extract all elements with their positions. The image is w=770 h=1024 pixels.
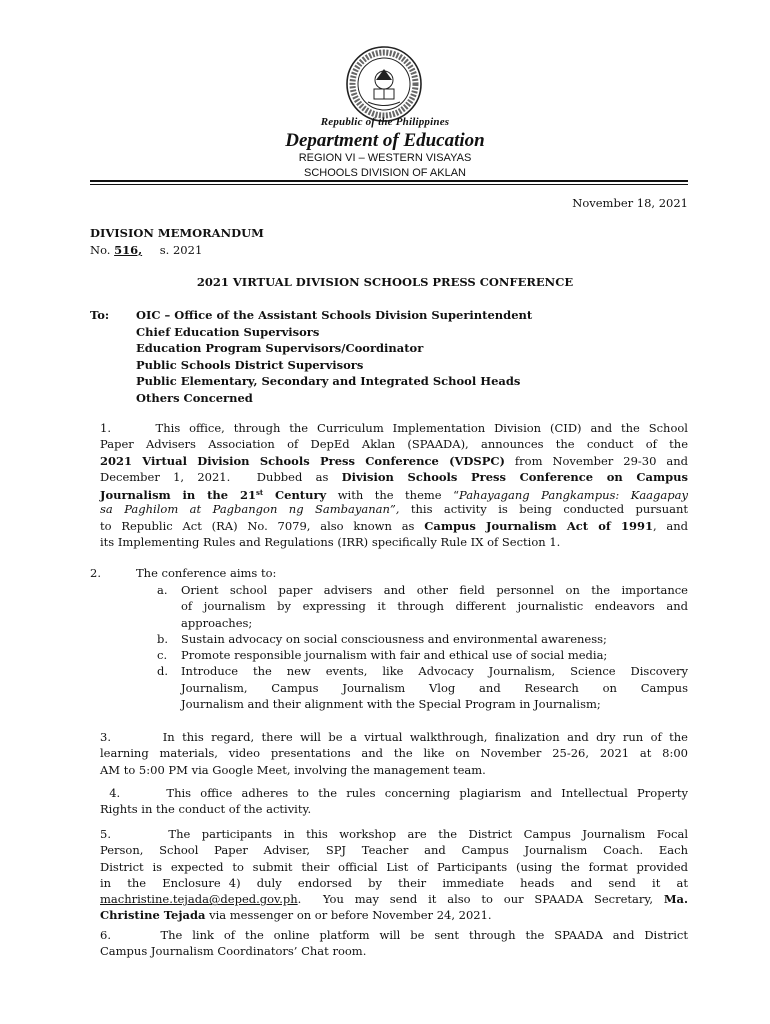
recipient: Education Program Supervisors/Coordinator [136,341,424,355]
memo-number [90,243,202,257]
p1-line: sa Paghilom at Pagbangon ng Sambayanan”, this activity is being conducted pursuant [100,502,688,517]
recipient: Chief Education Supervisors [136,324,320,339]
division-heading: SCHOOLS DIVISION OF AKLAN [304,167,466,179]
department-heading: Department of Education [285,130,485,151]
list-item: c. Promote responsible journalism with fair and ethical use of social media; [157,648,608,663]
recipient: OIC – Office of the Assistant Schools Division Superintendent [136,308,533,322]
p6-line: 6. The link of the online platform will be sent through the SPAADA and District [100,928,688,942]
p1-line: 2021 Virtual Division Schools Press Conference (VDSPC) from November 29-30 and [100,453,688,468]
list-item-cont: Journalism, Campus Journalism Vlog and Research on Campus [181,680,688,695]
memo-number-label: No. [90,243,111,257]
p1-line: Paper Advisers Association of DepEd Aklan (SPAADA), announces the conduct of the [100,437,688,452]
p1-line: 1. This office, through the Curriculum Implementation Division (CID) and the School [100,421,688,435]
list-item-cont: of journalism by expressing it through different journalistic endeavors and [181,599,688,614]
recipient: Others Concerned [136,390,253,405]
p2-intro: The conference aims to: [136,566,277,580]
p3-line: 3. In this regard, there will be a virtual walkthrough, finalization and dry run of the [100,730,688,744]
email-link[interactable]: machristine.tejada@deped.gov.ph [100,892,298,907]
paragraph-5 [100,826,688,924]
region-heading: REGION VI – WESTERN VISAYAS [298,152,472,164]
recipient: Public Elementary, Secondary and Integrated School Heads [136,374,521,388]
aims-list [157,582,688,712]
header-divider-thin [90,184,688,185]
p3-line: learning materials, video presentations and the like on November 25-26, 2021 at 8:00 [100,746,688,761]
memo-date: November 18, 2021 [572,196,688,210]
republic-heading: Republic of the Philippines [320,116,450,128]
p3-line: AM to 5:00 PM via Google Meet, involving the management team. [100,762,486,777]
p5-line: 5. The participants in this workshop are the District Campus Journalism Focal [100,827,688,841]
p1-line: to Republic Act (RA) No. 7079, also known as Campus Journalism Act of 1991, and [100,518,689,533]
paragraph-4 [100,785,688,818]
recipient: Public Schools District Supervisors [136,357,364,372]
paragraph-3 [100,729,688,778]
p5-line: in the Enclosure 4) duly endorsed by their immediate heads and send it at [100,875,688,890]
memo-number-value: 516, [114,243,143,257]
paragraph-1 [100,420,688,550]
p5-line: Christine Tejada via messenger on or before November 24, 2021. [100,908,492,923]
p5-line: District is expected to submit their official List of Participants (using the format provided [100,859,688,874]
list-item: d. Introduce the new events, like Advocacy Journalism, Science Discovery [157,664,688,679]
p4-line: Rights in the conduct of the activity. [100,802,312,817]
p1-line: December 1, 2021. Dubbed as Division Schools Press Conference on Campus [100,469,689,484]
list-item: a. Orient school paper advisers and other field personnel on the importance [157,583,688,597]
p1-line: Journalism in the 21st Century with the theme “Pahayagang Pangkampus: Kaagapay [100,488,688,503]
p6-line: Campus Journalism Coordinators’ Chat room. [100,944,367,959]
list-item: b. Sustain advocacy on social consciousness and environmental awareness; [157,631,607,646]
header-divider [90,180,688,182]
memo-series: s. 2021 [159,243,203,257]
p2-number: 2. [90,566,101,580]
memo-title: 2021 VIRTUAL DIVISION SCHOOLS PRESS CONFERENCE [196,275,574,289]
p4-line: 4. This office adheres to the rules concerning plagiarism and Intellectual Property [100,786,688,800]
to-label: To: [90,308,110,322]
memo-heading: DIVISION MEMORANDUM [90,226,264,240]
list-item-cont: approaches; [181,615,253,630]
list-item-cont: Journalism and their alignment with the Special Program in Journalism; [181,697,601,712]
paragraph-6 [100,927,688,960]
p5-line: machristine.tejada@deped.gov.ph. You may send it also to our SPAADA Secretary, Ma. [100,892,688,907]
p5-line: Person, School Paper Adviser, SPJ Teacher and Campus Journalism Coach. Each [100,843,688,858]
p1-line: its Implementing Rules and Regulations (IRR) specifically Rule IX of Section 1. [100,535,561,550]
deped-seal-icon [344,45,424,123]
